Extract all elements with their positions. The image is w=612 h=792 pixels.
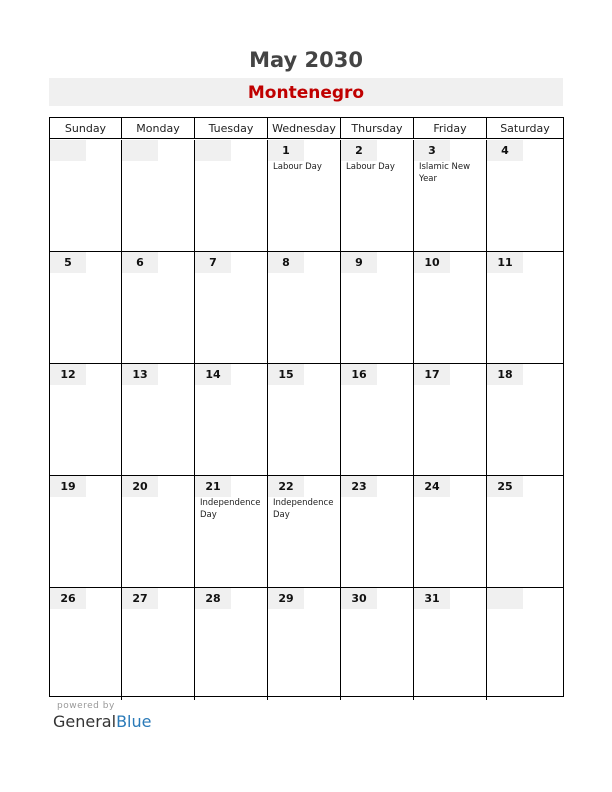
day-cell [195,364,268,475]
weekday-header: Thursday [341,118,414,138]
day-number: 13 [122,364,158,385]
day-number: 1 [268,140,304,161]
country-name: Montenegro [247,83,365,103]
day-cell [268,588,341,700]
day-cell [414,588,487,700]
day-cell [341,252,414,363]
brand-logo[interactable] [53,712,151,731]
day-number: 5 [50,252,86,273]
day-cell [195,588,268,700]
day-cell [268,364,341,475]
weekday-header: Sunday [50,118,122,138]
day-number [487,588,523,609]
day-cell [122,140,195,251]
day-number: 26 [50,588,86,609]
weekday-header: Monday [122,118,195,138]
day-number: 14 [195,364,231,385]
day-cell [195,252,268,363]
day-number [195,140,231,161]
day-cell [487,252,563,363]
day-number: 20 [122,476,158,497]
day-cell [341,140,414,251]
day-number: 22 [268,476,304,497]
day-number: 8 [268,252,304,273]
day-number [50,140,86,161]
day-cell [414,252,487,363]
day-number: 30 [341,588,377,609]
day-cell [487,140,563,251]
brand-blue: Blue [116,712,152,731]
day-cell [268,476,341,587]
day-cell [122,364,195,475]
day-number: 2 [341,140,377,161]
country-banner [49,78,563,106]
day-cell [268,140,341,251]
day-number: 15 [268,364,304,385]
day-number: 4 [487,140,523,161]
day-cell [341,364,414,475]
day-number: 12 [50,364,86,385]
holiday-label: Independence Day [200,498,261,520]
day-number: 9 [341,252,377,273]
day-cell [414,140,487,251]
weekday-header: Saturday [500,122,550,135]
weekday-header: Tuesday [195,118,268,138]
day-cell [414,364,487,475]
day-number: 17 [414,364,450,385]
day-number: 7 [195,252,231,273]
day-number [122,140,158,161]
day-number: 25 [487,476,523,497]
day-number: 23 [341,476,377,497]
holiday-label: Islamic New Year [419,162,471,184]
day-number: 27 [122,588,158,609]
day-cell [341,476,414,587]
day-cell [50,252,122,363]
weekday-header: Wednesday [268,118,341,138]
day-cell [122,252,195,363]
day-number: 21 [195,476,231,497]
holiday-label: Independence Day [273,498,334,520]
week-row [50,364,563,476]
day-number: 18 [487,364,523,385]
day-cell [341,588,414,700]
week-row [50,476,563,588]
day-number: 11 [487,252,523,273]
holiday-label: Labour Day [346,162,395,172]
powered-by-text: powered by [57,701,115,711]
day-cell [487,476,563,587]
day-number: 28 [195,588,231,609]
day-number: 19 [50,476,86,497]
day-cell [195,140,268,251]
day-number: 31 [414,588,450,609]
day-cell [122,588,195,700]
week-row [50,252,563,364]
day-cell [268,252,341,363]
brand-general: General [53,712,117,731]
weekday-header-row [50,118,563,139]
day-number: 10 [414,252,450,273]
day-cell [50,140,122,251]
calendar-grid [49,117,564,697]
day-cell [414,476,487,587]
day-number: 24 [414,476,450,497]
day-cell [487,588,563,700]
day-number: 29 [268,588,304,609]
day-number: 3 [414,140,450,161]
day-cell [50,476,122,587]
day-number: 6 [122,252,158,273]
week-row [50,140,563,252]
day-cell [50,588,122,700]
page-title: May 2030 [249,48,363,72]
weekday-header: Friday [414,118,487,138]
day-cell [50,364,122,475]
day-cell [195,476,268,587]
week-row [50,588,563,700]
holiday-label: Labour Day [273,162,322,172]
day-cell [122,476,195,587]
day-cell [487,364,563,475]
day-number: 16 [341,364,377,385]
